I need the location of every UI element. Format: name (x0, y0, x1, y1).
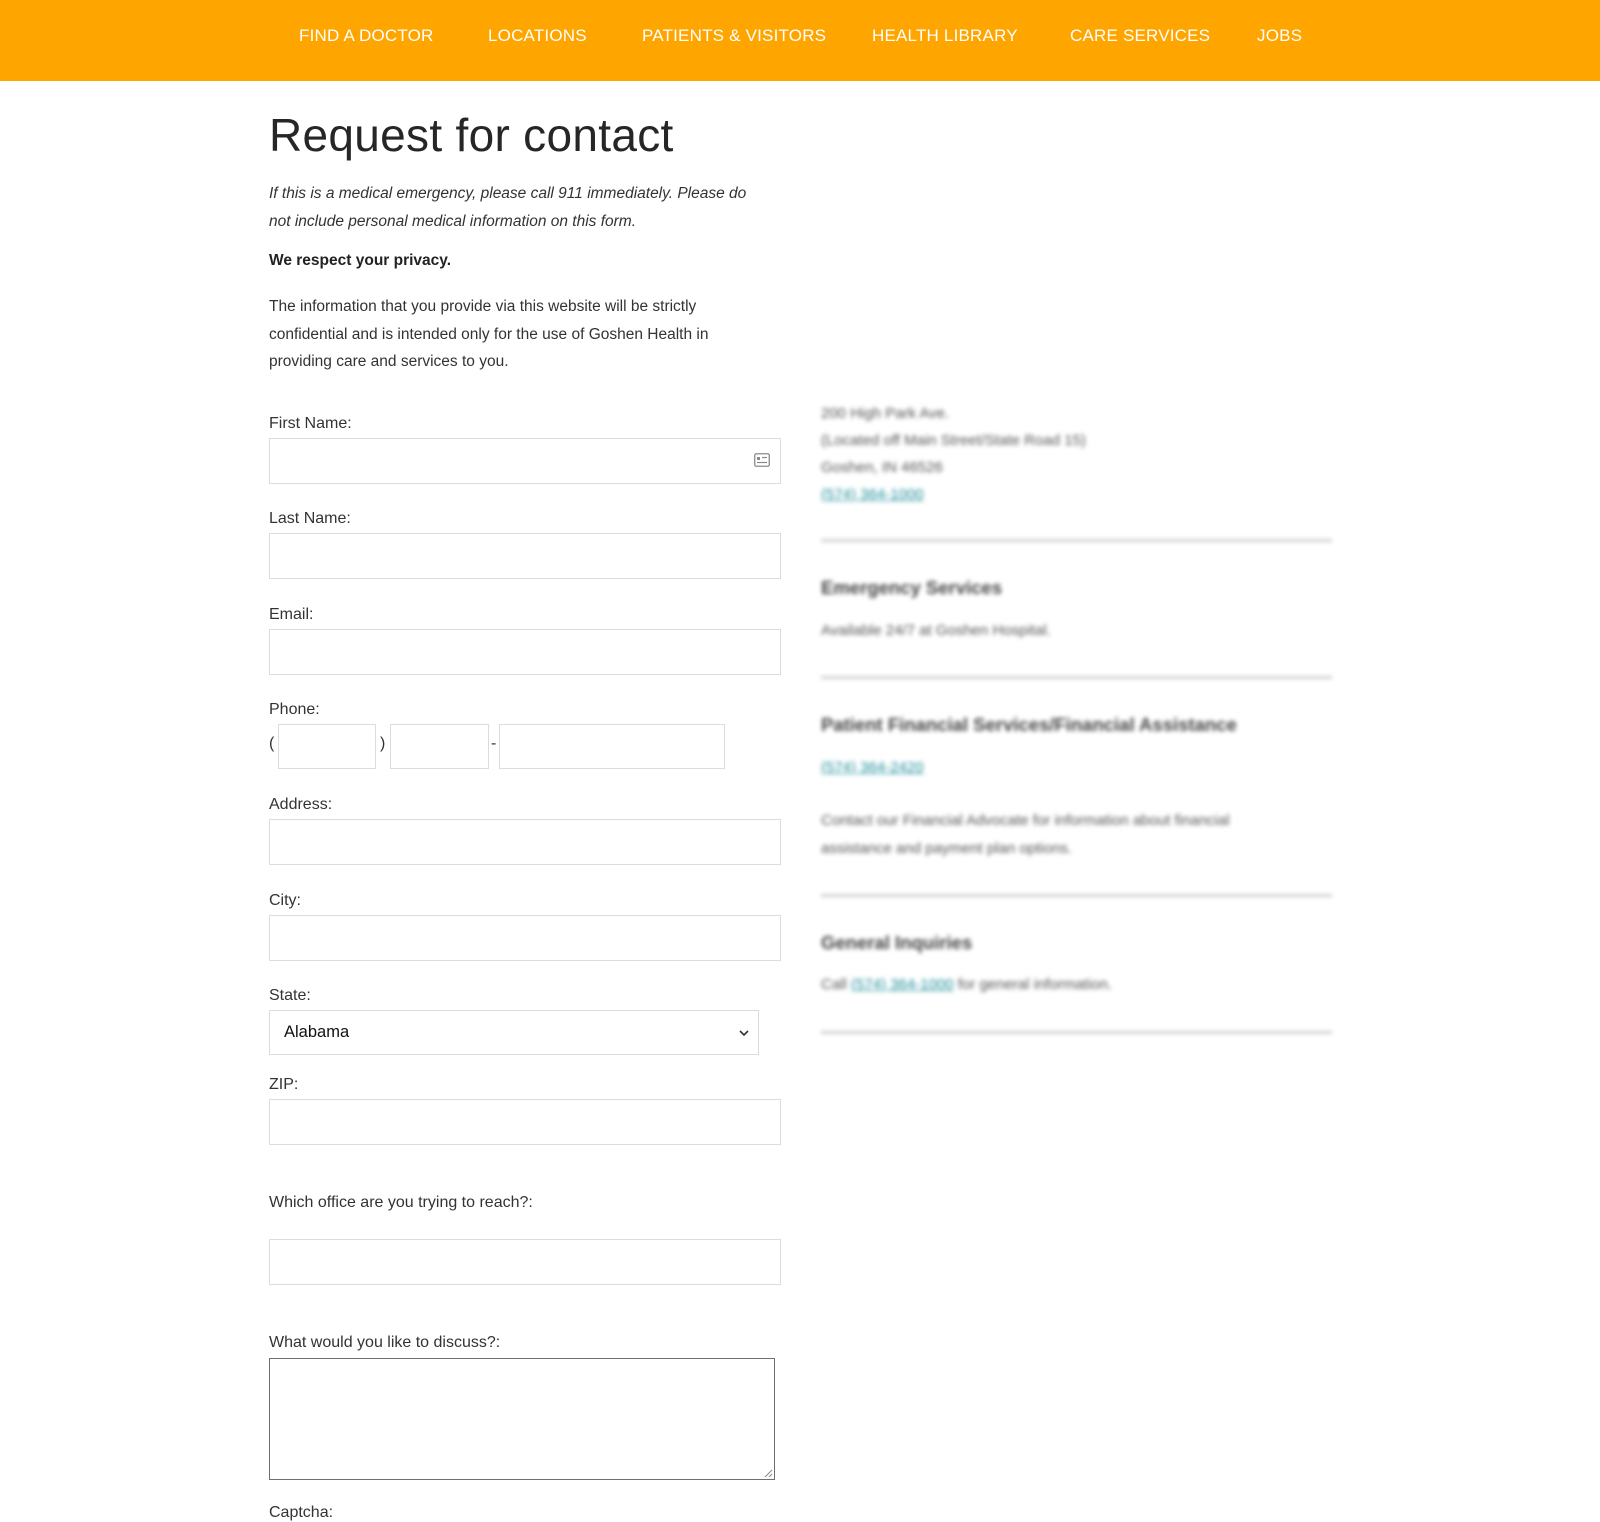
nav-health-library[interactable]: HEALTH LIBRARY (872, 26, 1018, 45)
last-name-label: Last Name: (269, 510, 351, 527)
chevron-down-icon (738, 1028, 750, 1038)
state-select-value: Alabama (284, 1023, 350, 1041)
nav-jobs[interactable]: JOBS (1257, 26, 1303, 45)
address-line-3: Goshen, IN 46526 (821, 459, 943, 476)
first-name-field[interactable] (269, 438, 781, 484)
financial-phone-link[interactable]: (574) 364-2420 (821, 759, 924, 776)
phone-line-field[interactable] (499, 724, 725, 769)
divider (821, 894, 1332, 897)
emergency-notice: If this is a medical emergency, please call 911 immediately. Please do not include personal medical information on this form. (269, 185, 747, 230)
phone-open-paren: ( (269, 735, 275, 752)
general-prefix: Call (821, 976, 847, 993)
phone-prefix-field[interactable] (390, 724, 489, 769)
zip-label: ZIP: (269, 1076, 299, 1093)
city-label: City: (269, 892, 301, 909)
last-name-field[interactable] (269, 533, 781, 579)
phone-dash: - (491, 735, 497, 752)
financial-heading: Patient Financial Services/Financial Assistance (821, 714, 1237, 735)
privacy-text: The information that you provide via this website will be strictly confidential and is intended only for the use of Goshen Health in providing care and services to you. (269, 298, 709, 370)
address-field[interactable] (269, 819, 781, 865)
emergency-heading: Emergency Services (821, 577, 1003, 598)
nav-locations[interactable]: LOCATIONS (488, 26, 587, 45)
office-field[interactable] (269, 1239, 781, 1285)
address-line-2: (Located off Main Street/State Road 15) (821, 432, 1086, 449)
general-heading: General Inquiries (821, 932, 973, 953)
first-name-label: First Name: (269, 415, 352, 432)
address-line-1: 200 High Park Ave. (821, 405, 950, 422)
city-field[interactable] (269, 915, 781, 961)
discuss-textarea[interactable] (269, 1358, 775, 1480)
general-suffix: for general information. (957, 976, 1113, 993)
state-label: State: (269, 987, 311, 1004)
divider (821, 539, 1332, 542)
contact-card-icon[interactable] (754, 453, 770, 467)
divider (821, 1031, 1332, 1034)
email-field[interactable] (269, 629, 781, 675)
address-label: Address: (269, 796, 333, 813)
page-title: Request for contact (269, 109, 674, 161)
office-label: Which office are you trying to reach?: (269, 1194, 533, 1211)
phone-label: Phone: (269, 701, 320, 718)
email-label: Email: (269, 606, 314, 623)
financial-text: Contact our Financial Advocate for information about financial assistance and payment plan options. (821, 812, 1230, 857)
discuss-label: What would you like to discuss?: (269, 1334, 501, 1351)
state-select[interactable] (269, 1010, 759, 1055)
divider (821, 676, 1332, 679)
general-text (821, 971, 1112, 999)
top-nav (0, 0, 1600, 81)
phone-area-code-field[interactable] (278, 724, 376, 769)
nav-patients-visitors[interactable]: PATIENTS & VISITORS (642, 26, 827, 45)
resize-handle-icon[interactable] (763, 1468, 773, 1478)
nav-care-services[interactable]: CARE SERVICES (1070, 26, 1211, 45)
main-phone-link[interactable]: (574) 364-1000 (821, 486, 924, 503)
general-phone-link[interactable]: (574) 364-1000 (851, 976, 954, 993)
captcha-label: Captcha: (269, 1504, 334, 1521)
phone-close-paren: ) (380, 735, 386, 752)
nav-find-a-doctor[interactable]: FIND A DOCTOR (299, 26, 434, 45)
emergency-text: Available 24/7 at Goshen Hospital. (821, 622, 1051, 639)
zip-field[interactable] (269, 1099, 781, 1145)
privacy-heading: We respect your privacy. (269, 252, 452, 269)
